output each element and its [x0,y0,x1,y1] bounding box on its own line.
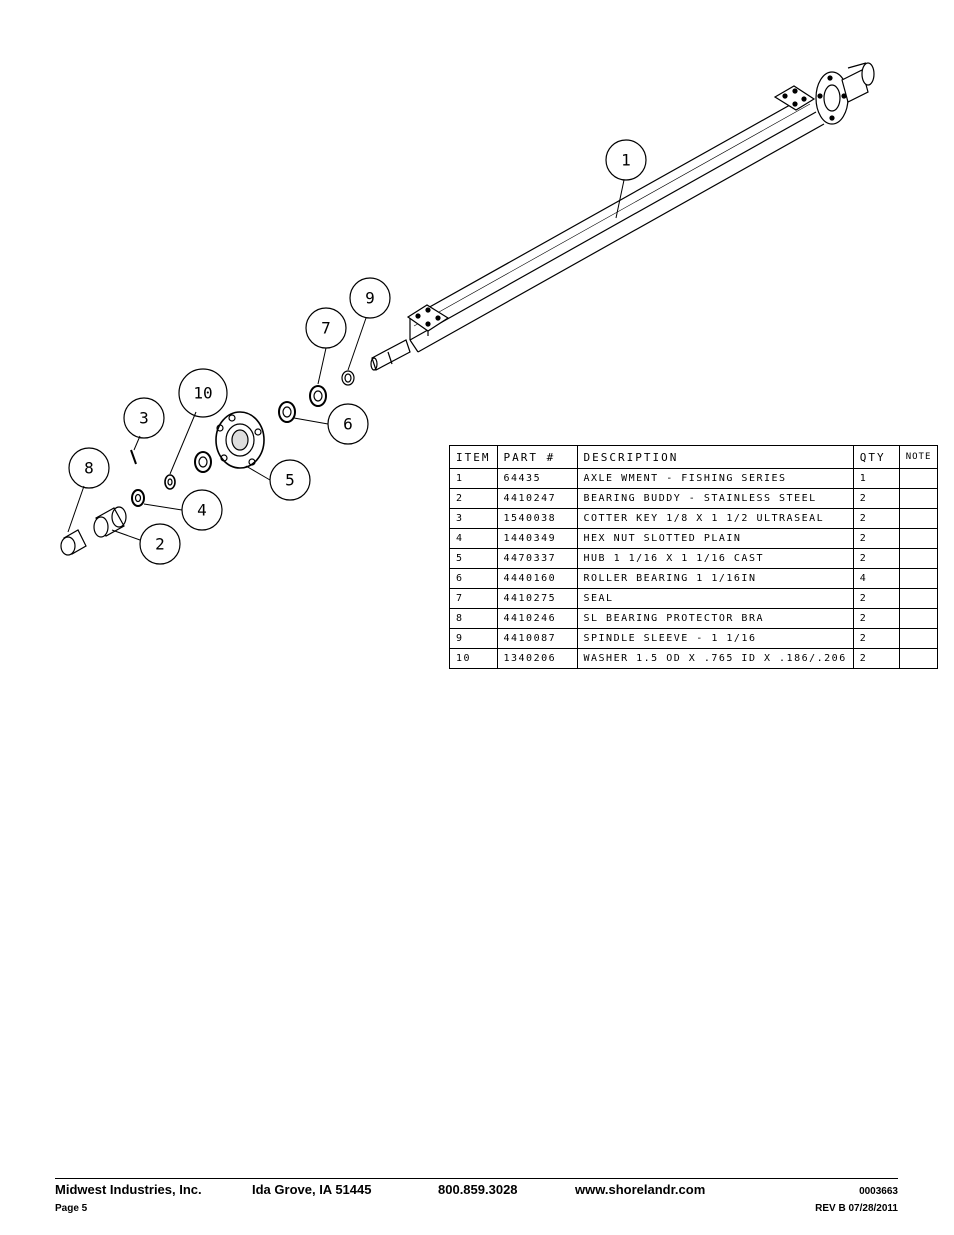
cell-description: HEX NUT SLOTTED PLAIN [577,529,853,549]
cell-qty: 2 [853,509,899,529]
cell-description: SL BEARING PROTECTOR BRA [577,609,853,629]
cell-item: 4 [450,529,498,549]
bearing-protector-bra [61,530,86,555]
cell-description: AXLE WMENT - FISHING SERIES [577,469,853,489]
cell-part: 1340206 [497,649,577,669]
cell-description: COTTER KEY 1/8 X 1 1/2 ULTRASEAL [577,509,853,529]
cell-note [899,489,938,509]
footer-divider [55,1178,898,1179]
cell-part: 4440160 [497,569,577,589]
header-description: DESCRIPTION [577,446,853,469]
cell-description: ROLLER BEARING 1 1/16IN [577,569,853,589]
spindle-sleeve [342,371,354,385]
callout-6: 6 [343,414,353,434]
header-qty: QTY [853,446,899,469]
cell-part: 4410247 [497,489,577,509]
cell-qty: 2 [853,609,899,629]
table-row [450,569,938,589]
axle-tube [410,96,824,352]
seal [310,386,326,406]
roller-bearing-inner [279,402,295,422]
cell-item: 10 [450,649,498,669]
callout-3: 3 [139,408,149,428]
cell-note [899,509,938,529]
footer-doc-number: 0003663 [859,1186,898,1197]
washer [165,475,175,489]
cell-note [899,589,938,609]
cell-part: 1440349 [497,529,577,549]
cell-qty: 2 [853,489,899,509]
cell-item: 3 [450,509,498,529]
cell-note [899,609,938,629]
cell-item: 1 [450,469,498,489]
cell-note [899,469,938,489]
cell-part: 4410087 [497,629,577,649]
table-row [450,589,938,609]
cell-item: 9 [450,629,498,649]
cell-item: 5 [450,549,498,569]
cell-part: 4410246 [497,609,577,629]
spindle-left [371,340,410,370]
cell-description: WASHER 1.5 OD X .765 ID X .186/.206 [577,649,853,669]
cell-description: SEAL [577,589,853,609]
cell-note [899,549,938,569]
cell-qty: 2 [853,529,899,549]
footer-phone: 800.859.3028 [438,1182,518,1197]
callout-5: 5 [285,470,295,490]
cell-qty: 2 [853,629,899,649]
header-item: ITEM [450,446,498,469]
callout-4: 4 [197,500,207,520]
cell-part: 64435 [497,469,577,489]
header-note: NOTE [899,446,938,469]
cell-note [899,529,938,549]
hex-nut [132,490,144,506]
table-header-row [450,446,938,469]
callout-9: 9 [365,288,375,308]
cell-note [899,649,938,669]
callout-1: 1 [621,150,631,170]
callout-2: 2 [155,534,165,554]
cell-description: BEARING BUDDY - STAINLESS STEEL [577,489,853,509]
cell-note [899,569,938,589]
roller-bearing-outer [195,452,211,472]
axle-mount-plate-right [775,86,814,110]
callout-10: 10 [193,383,213,403]
footer-location: Ida Grove, IA 51445 [252,1182,372,1197]
cell-item: 8 [450,609,498,629]
footer-page-number: Page 5 [55,1203,88,1214]
cell-qty: 2 [853,589,899,609]
footer-revision: REV B 07/28/2011 [815,1203,898,1214]
cell-description: HUB 1 1/16 X 1 1/16 CAST [577,549,853,569]
parts-list-table [449,445,938,669]
cotter-key [131,450,136,464]
cell-part: 1540038 [497,509,577,529]
cell-description: SPINDLE SLEEVE - 1 1/16 [577,629,853,649]
table-row [450,489,938,509]
footer-company: Midwest Industries, Inc. [55,1182,202,1197]
table-row [450,509,938,529]
axle-mount-plate-left [408,305,448,336]
footer-website: www.shorelandr.com [575,1182,706,1197]
cell-qty: 2 [853,549,899,569]
cell-qty: 4 [853,569,899,589]
cell-note [899,629,938,649]
hub [216,412,264,468]
callout-7: 7 [321,318,331,338]
callout-8: 8 [84,458,94,478]
bearing-buddy [94,507,126,537]
hub-assembly-right [816,63,874,124]
table-row [450,529,938,549]
table-row [450,649,938,669]
table-row [450,609,938,629]
cell-item: 7 [450,589,498,609]
cell-part: 4410275 [497,589,577,609]
table-row [450,629,938,649]
cell-item: 2 [450,489,498,509]
table-row [450,549,938,569]
cell-item: 6 [450,569,498,589]
cell-qty: 1 [853,469,899,489]
header-part-number: PART # [497,446,577,469]
cell-part: 4470337 [497,549,577,569]
table-row [450,469,938,489]
cell-qty: 2 [853,649,899,669]
